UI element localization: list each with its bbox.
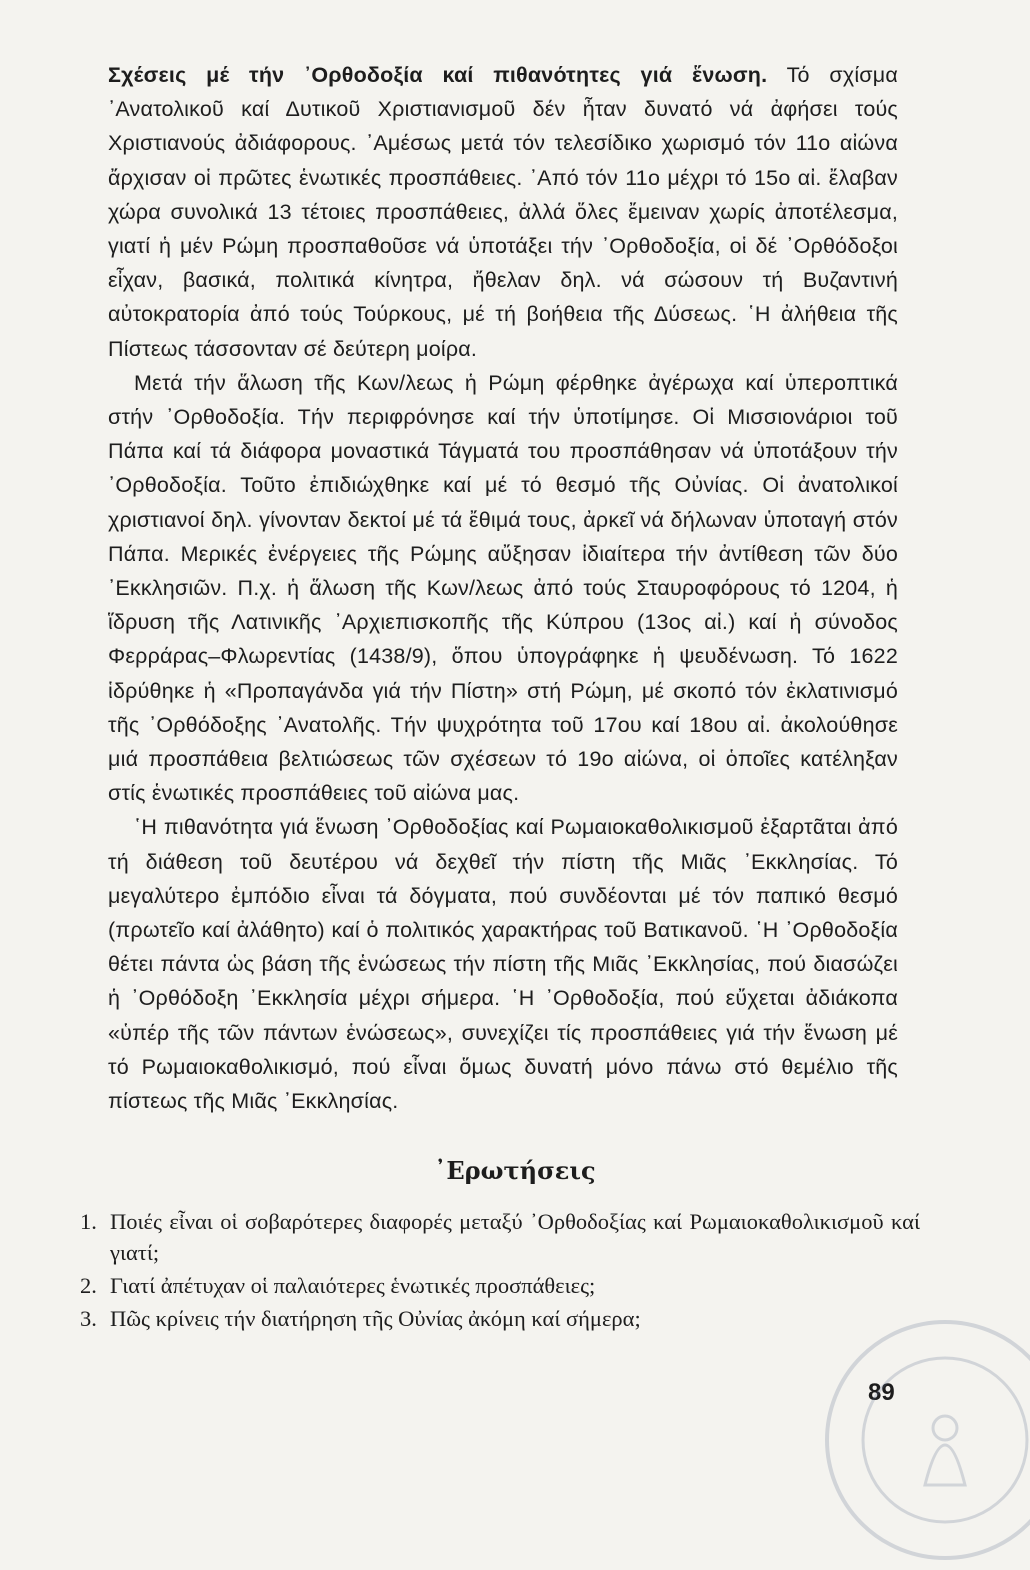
question-item	[80, 1303, 920, 1334]
question-number: 3.	[80, 1306, 97, 1331]
questions-heading: ᾿Ερωτήσεις	[434, 1156, 596, 1185]
paragraph-2: Μετά τήν ἅλωση τῆς Κων/λεως ἡ Ρώμη φέρθηκε ἀγέρωχα καί ὑπεροπτικά στήν ᾿Ορθοδοξία. Τήν περιφρόνησε καί τήν ὑποτίμησε. Οἱ Μισσιονάριοι τοῦ Πάπα καί τά διάφορα μοναστικά Τάγματά του προσπάθησαν νά ὑποτάξουν τήν ᾿Ορθοδοξία. Τοῦτο ἐπιδιώχθηκε καί μέ τό θεσμό τῆς Οὐνίας. Οἱ ἀνατολικοί χριστιανοί δηλ. γίνονταν δεκτοί μέ τά ἔθιμά τους, ἀρκεῖ νά δήλωναν ὑποταγή στόν Πάπα. Μερικές ἐνέργειες τῆς Ρώμης αὔξησαν ἰδιαίτερα τήν ἀντίθεση τῶν δύο ᾿Εκκλησιῶν. Π.χ. ἡ ἅλωση τῆς Κων/λεως ἀπό τούς Σταυροφόρους τό 1204, ἡ ἵδρυση τῆς Λατινικῆς ᾿Αρχιεπισκοπῆς τῆς Κύπρου (13ος αἰ.) καί ἡ σύνοδος Φερράρας–Φλωρεντίας (1438/9), ὅπου ὑπογράφηκε ἡ ψευδένωση. Τό 1622 ἱδρύθηκε ἡ «Προπαγάνδα γιά τήν Πίστη» στή Ρώμη, μέ σκοπό τόν ἐκλατινισμό τῆς ᾿Ορθόδοξης ᾿Ανατολῆς. Τήν ψυχρότητα τοῦ 17ου καί 18ου αἰ. ἀκολούθησε μιά προσπάθεια βελτιώσεως τῶν σχέσεων τό 19ο αἰώνα, οἱ ὁποῖες κατέληξαν στίς ἑνωτικές προσπάθειες τοῦ αἰώνα μας.	[108, 370, 898, 806]
question-text: Γιατί ἀπέτυχαν οἱ παλαιότερες ἑνωτικές προσπάθειες;	[110, 1273, 596, 1298]
page-number: 89	[868, 1379, 895, 1406]
question-text: Πῶς κρίνεις τήν διατήρηση τῆς Οὐνίας ἀκόμη καί σήμερα;	[110, 1306, 641, 1331]
library-stamp-icon	[815, 1310, 1030, 1570]
question-item	[80, 1270, 920, 1301]
questions-list	[80, 1206, 920, 1336]
paragraph-3: ῾Η πιθανότητα γιά ἕνωση ᾿Ορθοδοξίας καί Ρωμαιοκαθολικισμοῦ ἐξαρτᾶται ἀπό τή διάθεση τοῦ δευτέρου νά δεχθεῖ τήν πίστη τῆς Μιᾶς ᾿Εκκλησίας. Τό μεγαλύτερο ἐμπόδιο εἶναι τά δόγματα, πού συνδέονται μέ τόν παπικό θεσμό (πρωτεῖο καί ἀλάθητο) καί ὁ πολιτικός χαρακτήρας τοῦ Βατικανοῦ. ῾Η ᾿Ορθοδοξία θέτει πάντα ὡς βάση τῆς ἑνώσεως τήν πίστη τῆς Μιᾶς ᾿Εκκλησίας, πού διασώζει ἡ ᾿Ορθόδοξη ᾿Εκκλησία μέχρι σήμερα. ῾Η ᾿Ορθοδοξία, πού εὔχεται ἀδιάκοπα «ὑπέρ τῆς τῶν πάντων ἑνώσεως», συνεχίζει τίς προσπάθειες γιά τήν ἕνωση μέ τό Ρωμαιοκαθολικισμό, πού εἶναι ὅμως δυνατή μόνο πάνω στό θεμέλιο τῆς πίστεως τῆς Μιᾶς ᾿Εκκλησίας.	[108, 815, 898, 1114]
question-text: Ποιές εἶναι οἱ σοβαρότερες διαφορές μεταξύ ᾿Ορθοδοξίας καί Ρωμαιοκαθολικισμοῦ καί γιατί;	[110, 1209, 920, 1265]
question-item	[80, 1206, 920, 1268]
paragraph-1	[108, 58, 898, 366]
section-body	[108, 58, 898, 1118]
section-lead-title: Σχέσεις μέ τήν ᾿Ορθοδοξία καί πιθανότητες γιά ἕνωση.	[108, 63, 768, 87]
question-number: 1.	[80, 1209, 97, 1234]
paragraph-1-text: Τό σχίσμα ᾿Ανατολικοῦ καί Δυτικοῦ Χριστιανισμοῦ δέν ἦταν δυνατό νά ἀφήσει τούς Χριστιανούς ἀδιάφορους. ᾿Αμέσως μετά τόν τελεσίδικο χωρισμό τόν 11ο αἰώνα ἄρχισαν οἱ πρῶτες ἑνωτικές προσπάθειες. ᾿Από τόν 11ο μέχρι τό 15ο αἰ. ἔλαβαν χώρα συνολικά 13 τέτοιες προσπάθειες, ἀλλά ὅλες ἔμειναν χωρίς ἀποτέλεσμα, γιατί ἡ μέν Ρώμη προσπαθοῦσε νά ὑποτάξει τήν ᾿Ορθοδοξία, οἱ δέ ᾿Ορθόδοξοι εἶχαν, βασικά, πολιτικά κίνητρα, ἤθελαν δηλ. νά σώσουν τή Βυζαντινή αὐτοκρατορία ἀπό τούς Τούρκους, μέ τή βοήθεια τῆς Δύσεως. ῾Η ἀλήθεια τῆς Πίστεως τάσσονταν σέ δεύτερη μοίρα.	[108, 63, 898, 361]
question-number: 2.	[80, 1273, 97, 1298]
